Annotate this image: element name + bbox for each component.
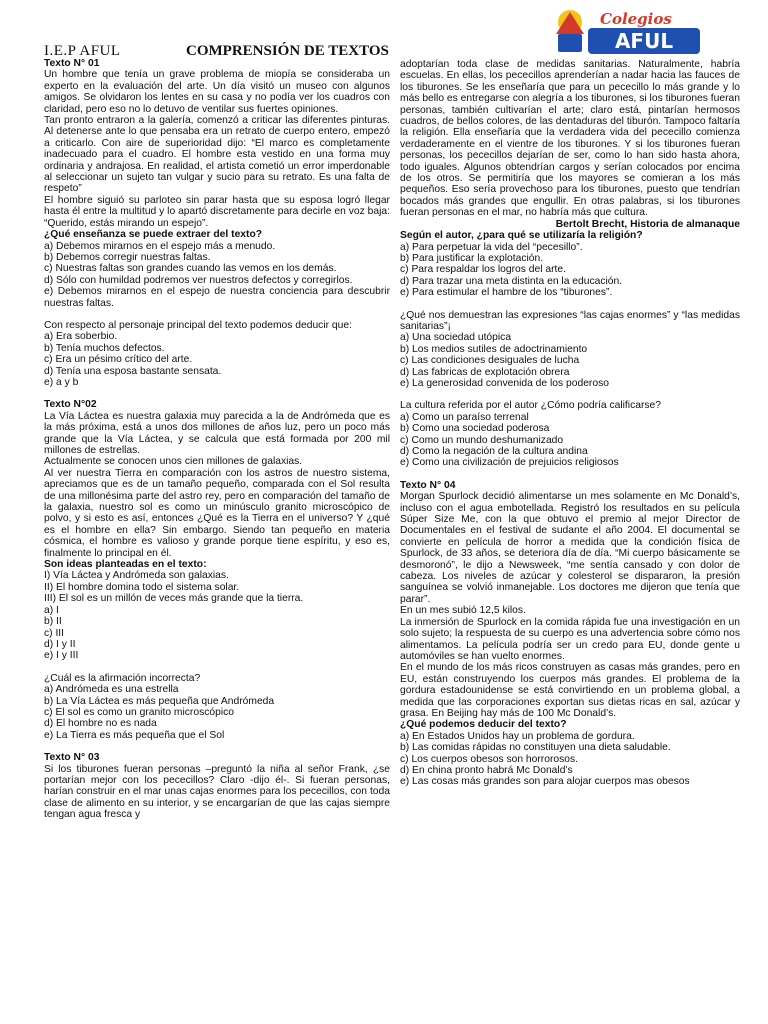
text3-author: Bertolt Brecht, Historia de almanaque xyxy=(555,218,740,230)
text2-paragraph: Actualmente se conocen unos cien millones de galaxias. xyxy=(44,456,303,468)
option: d) Como la negación de la cultura andina xyxy=(400,446,588,457)
option: d) Las fabricas de explotación obrera xyxy=(400,366,570,378)
option: e) Para estimular el hambre de los “tiburones”. xyxy=(400,287,613,299)
option: d) En china pronto habrá Mc Donald’s xyxy=(400,764,573,776)
text4-paragraph: Morgan Spurlock decidió alimentarse un mes solamente en Mc Donald’s, incluso con el agua embotellada. Registró los resultados en su película Súper Size Me, con la que obtuvo el premio al mejor Director de Documentales en el festival de sudante el año 2004. El documental se convierte en película de horror a medida que la condición física de Spurlock, de 33 años, se deteriora día de día. “Mi cuerpo básicamente se desmoronó”, le dijo a Newsweek, “me sentía cansado y con dolor de cabeza. Los niveles de azúcar y colesterol se dispararon, la presión sanguínea se volvió inmanejable. Los doctores me dijeron que tenía que parar”. xyxy=(400,491,740,605)
text4-paragraph: La inmersión de Spurlock en la comida rápida fue una investigación en un solo sujeto; la respuesta de su cuerpo es una advertencia sobre cómo nos alimentamos. La película podría ser un credo para EU, donde gente u automóviles se han vuelto enormes. xyxy=(400,616,740,662)
text2-paragraph: La Vía Láctea es nuestra galaxia muy parecida a la de Andrómeda que es la más próxima, está a unos dos millones de años luz, pero un poco más grande que la Vía Láctea, y se calcula que está formada por 200 mil millones de estrellas. xyxy=(44,410,390,456)
option: e) La generosidad convenida de los poderoso xyxy=(400,377,609,389)
option: a) Una sociedad utópica xyxy=(400,332,512,344)
text3-paragraph: adoptarían toda clase de medidas sanitarias. Naturalmente, habría escuelas. En ellas, los pececillos aprenderían a nadar hacia las fauces de los tiburones. Se les enseñaría que para un pececillo lo más grande y lo más bello es entregarse con alegría a los tiburones, si los tiburones fueran personas, también cultivarían el arte; claro está, pintarían hermosos cuadros, de bellos colores, de las dentaduras del tiburón. Tampoco faltaría la religión. Ella enseñaría que la verdadera vida del pececillo comienza verdaderamente en el vientre de los tiburones. Y si los tiburones fueran personas, los pececillos dejarían de ser, como lo han sido hasta ahora, todo iguales. Algunos obtendrían cargos y serían colocados por encima de los otros. Se permitiría que los mayores se comieran a los más pequeños. Eso sería provechoso para los tiburones, puesto que tendrían bocados más grandes que engullir. En otras palabras, si los tiburones fueran personas en el mar, no habría más que cultura. xyxy=(400,59,740,219)
school-name: I.E.P AFUL xyxy=(44,43,121,59)
option: c) Los cuerpos obesos son horrorosos. xyxy=(400,753,578,765)
option: e) Como una civilización de prejuicios religiosos xyxy=(400,457,619,469)
question-1: ¿Qué enseñanza se puede extraer del texto? xyxy=(44,229,263,241)
option: c) El sol es como un granito microscópico xyxy=(44,706,234,718)
question-7: La cultura referida por el autor ¿Cómo podría calificarse? xyxy=(400,400,661,412)
option: a) Para perpetuar la vida del “pecesillo”. xyxy=(400,241,583,253)
option: a) Como un paraíso terrenal xyxy=(400,411,529,423)
text4-paragraph: En el mundo de los más ricos construyen as casas más grandes, pero en EU, están construyendo los cuerpos más grandes. El problema de la gordura estadounidense se está convirtiendo en un problema global, a medida que las corporaciones exportan sus dietas ricas en sal, azúcar y grasa. En Beijing hay más de 100 Mc Donald’s. xyxy=(400,662,740,719)
option: a) En Estados Unidos hay un problema de gordura. xyxy=(400,730,635,742)
option: c) Para respaldar los logros del arte. xyxy=(400,264,566,276)
question-6: ¿Qué nos demuestran las expresiones “las cajas enormes” y “las medidas sanitarias”¡ xyxy=(400,309,740,332)
text2-heading: Texto N°02 xyxy=(44,399,97,411)
right-column xyxy=(400,59,740,788)
option: d) Sólo con humildad podremos ver nuestros defectos y corregirlos. xyxy=(44,274,353,286)
idea: III) El sol es un millón de veces más grande que la tierra. xyxy=(44,593,304,605)
logo-main-text: AFUL xyxy=(614,29,674,53)
option: d) Tenía una esposa bastante sensata. xyxy=(44,365,222,377)
option: b) Como una sociedad poderosa xyxy=(400,423,550,435)
text4-heading: Texto N° 04 xyxy=(400,479,456,491)
option: a) Debemos mirarnos en el espejo más a menudo. xyxy=(44,240,276,252)
text4-paragraph: En un mes subió 12,5 kilos. xyxy=(400,605,526,617)
option: b) Para justificar la explotación. xyxy=(400,252,544,264)
option: d) El hombre no es nada xyxy=(44,718,157,730)
text1-paragraph: Un hombre que tenía un grave problema de miopía se consideraba un experto en la evaluación del arte. Un día visitó un museo con algunos amigos. Se olvidaron los lentes en su casa y no podía ver los cuadros con claridad, pero eso no lo detuvo de ventilar sus fuertes opiniones. xyxy=(44,69,390,115)
option: c) Las condiciones desiguales de lucha xyxy=(400,355,580,367)
page-title: COMPRENSIÓN DE TEXTOS xyxy=(186,43,389,59)
option: e) Las cosas más grandes son para alojar cuerpos mas obesos xyxy=(400,776,690,788)
option: e) a y b xyxy=(44,376,79,388)
question-8: ¿Qué podemos deducir del texto? xyxy=(400,719,567,731)
idea: II) El hombre domina todo el sistema solar. xyxy=(44,581,240,593)
option: b) La Vía Láctea es más pequeña que Andrómeda xyxy=(44,695,275,707)
option: e) I y III xyxy=(44,650,79,662)
option: a) I xyxy=(44,604,59,616)
option: b) Tenía muchos defectos. xyxy=(44,342,165,354)
text2-paragraph: Al ver nuestra Tierra en comparación con los astros de nuestro sistema, apreciamos que es de un tamaño pequeño, comparada con el Sol resulta de una millonésima parte del astro rey, pero en comparación del tamaño de la galaxia, nuestro sol es como un minúsculo granito microscópico de polvo, y si esto es así, entonces ¿Qué es la Tierra en el universo? Y ¿qué es el hombre en ella? Sin embargo. Siendo tan pequeño en materia cósmica, el hombre es valioso y grande porque tiene espíritu, y eso es, finalmente lo principal en él. xyxy=(44,467,390,559)
left-column xyxy=(44,58,390,821)
option: a) Era soberbio. xyxy=(44,331,118,343)
option: c) Nuestras faltas son grandes cuando las vemos en los demás. xyxy=(44,263,337,275)
option: b) Debemos corregir nuestras faltas. xyxy=(44,251,211,263)
option: d) Para trazar una meta distinta en la educación. xyxy=(400,275,623,287)
option: c) Como un mundo deshumanizado xyxy=(400,434,564,446)
text3-heading: Texto N° 03 xyxy=(44,752,100,764)
option: d) I y II xyxy=(44,638,76,650)
school-logo xyxy=(548,4,702,60)
option: c) Era un pésimo crítico del arte. xyxy=(44,354,193,366)
logo-top-text: Colegios xyxy=(600,10,672,28)
question-4: ¿Cuál es la afirmación incorrecta? xyxy=(44,672,201,684)
question-5: Según el autor, ¿para qué se utilizaría la religión? xyxy=(400,230,643,242)
option: b) Los medios sutiles de adoctrinamiento xyxy=(400,343,588,355)
question-3: Son ideas planteadas en el texto: xyxy=(44,559,207,571)
option: e) La Tierra es más pequeña que el Sol xyxy=(44,729,225,741)
option: b) Las comidas rápidas no constituyen una dieta saludable. xyxy=(400,742,671,754)
text1-paragraph: El hombre siguió su parloteo sin parar hasta que su esposa logró llegar hasta él entre la multitud y lo apartó discretamente para decirle en voz baja: “Querido, estás mirando un espejo”. xyxy=(44,194,390,229)
option: a) Andrómeda es una estrella xyxy=(44,684,179,696)
option: c) III xyxy=(44,627,65,639)
option: b) II xyxy=(44,616,62,628)
question-2: Con respecto al personaje principal del texto podemos deducir que: xyxy=(44,319,352,331)
text3-paragraph: Si los tiburones fueran personas –preguntó la niña al señor Frank, ¿se portarían mejor con los pececillos? Claro -dijo él-. Si fueran personas, harían construir en el mar unas cajas enormes para los pececillos, con toda clase de alimento en su interior, y se encargarían de que las cajas siempre tengan agua fresca y xyxy=(44,763,390,821)
text1-paragraph: Tan pronto entraron a la galería, comenzó a criticar las diferentes pinturas. Al detenerse ante lo que pensaba era un retrato de cuerpo entero, empezó a criticarlo. Con aire de superioridad dijo: “El marco es completamente inadecuado para el cuadro. El hombre esta vestido en una forma muy ordinaria y andrajosa. En realidad, el artista cometió un error imperdonable al seleccionar un sujeto tan vulgar y sucio para su retrato. Es una falta de respeto” xyxy=(44,115,390,195)
text1-heading: Texto N° 01 xyxy=(44,58,100,69)
idea: I) Vía Láctea y Andrómeda son galaxias. xyxy=(44,570,229,582)
option: e) Debemos mirarnos en el espejo de nuestra conciencia para descubrir nuestras faltas. xyxy=(44,286,390,309)
